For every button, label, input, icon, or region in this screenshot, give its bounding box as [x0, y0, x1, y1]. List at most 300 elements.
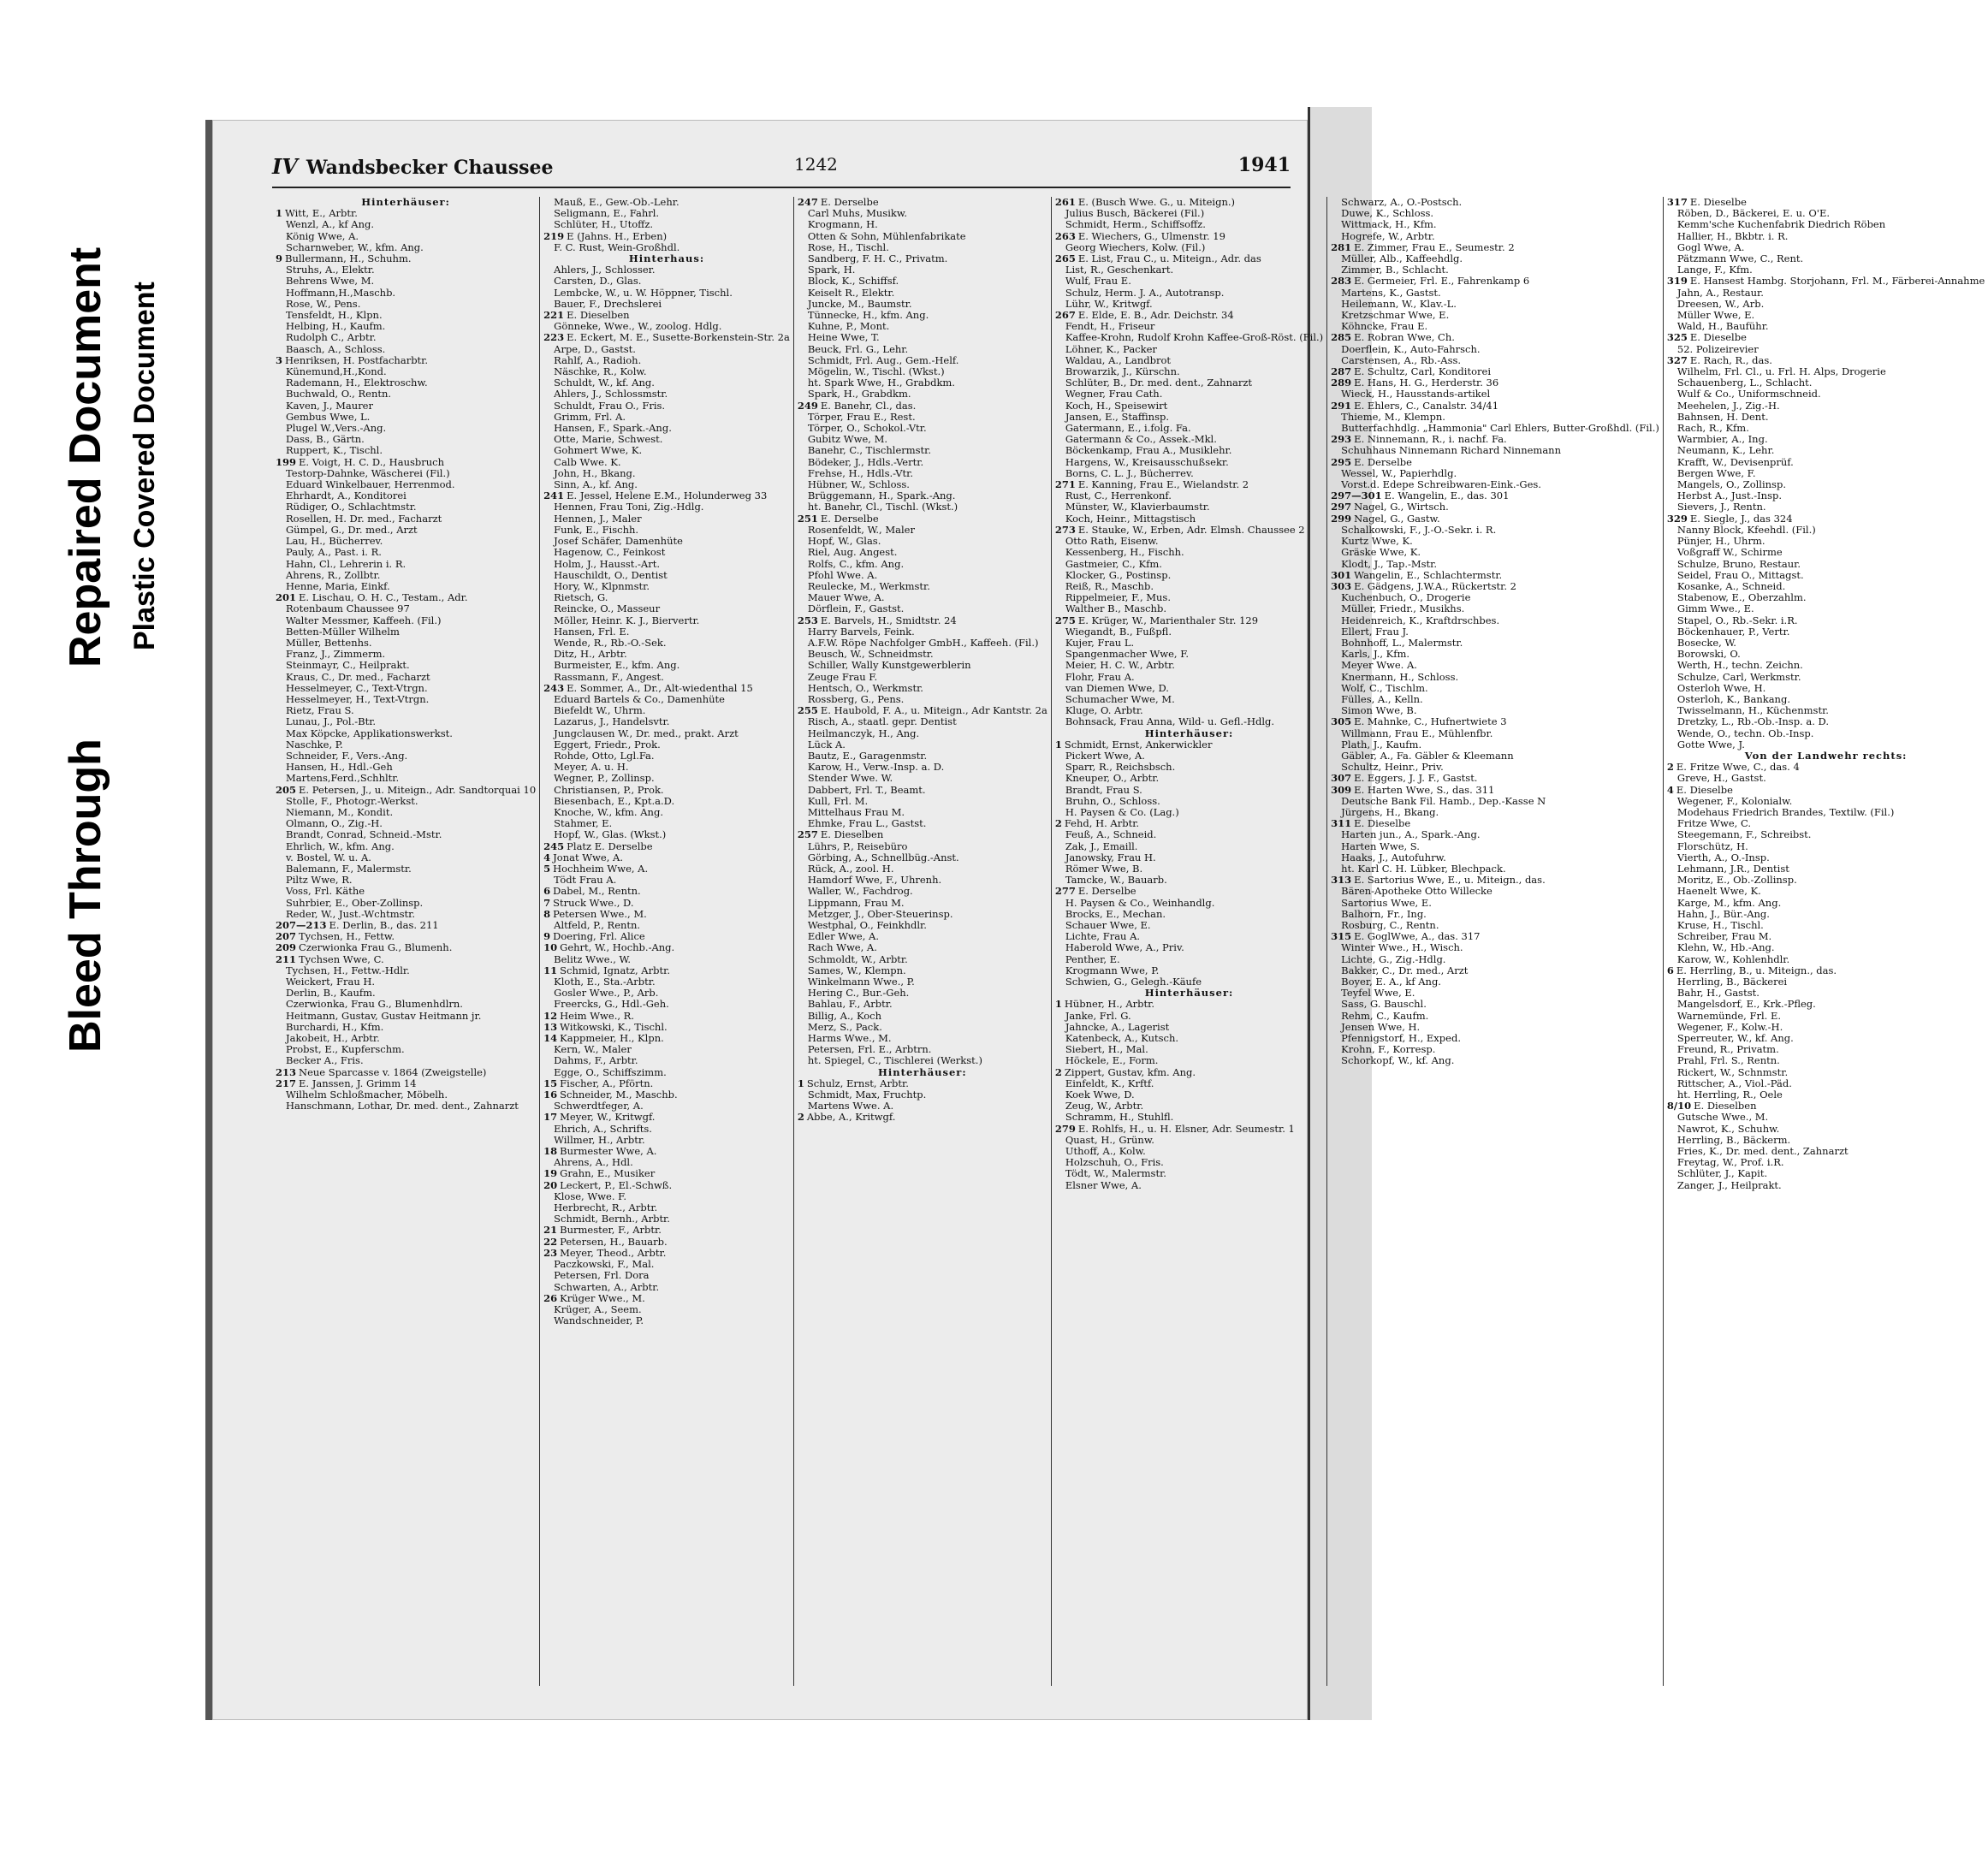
entry-text: Borowski, O.	[1676, 648, 1741, 661]
entry-text: E. Kanning, Frau E., Wielandstr. 2	[1077, 478, 1249, 491]
entry-text: Scharnweber, W., kfm. Ang.	[286, 240, 424, 253]
entry-text: Fritze Wwe, C.	[1676, 817, 1752, 830]
entry-text: Zeuge Frau F.	[807, 670, 878, 683]
entry-text: Kull, Frl. M.	[807, 794, 869, 807]
entry-text: E. Wangelin, E., das. 301	[1384, 489, 1510, 502]
entry-text: Wenzl, A., kf Ang.	[286, 218, 375, 231]
entry-text: E. Sartorius Wwe, E., u. Miteign., das.	[1354, 874, 1546, 887]
entry-text: Egge, O., Schiffszimm.	[554, 1065, 667, 1078]
entry-text: Struhs, A., Elektr.	[286, 264, 375, 276]
entry-text: Martens, K., Gastst.	[1341, 286, 1441, 299]
entry-text: Elsner Wwe, A.	[1065, 1178, 1142, 1191]
entry-text: Wegener, F., Kolw.-H.	[1676, 1020, 1783, 1033]
entry-text: Tamcke, W., Bauarb.	[1065, 874, 1167, 887]
column-2	[539, 197, 793, 1686]
entry-text: Bahr, H., Gastst.	[1676, 987, 1760, 1000]
house-number: 6	[1666, 964, 1674, 976]
entry-text: Hinterhäuser:	[361, 196, 450, 208]
entry-text: Kuchenbuch, O., Drogerie	[1341, 591, 1471, 604]
entry-text: H. Paysen & Co. (Lag.)	[1065, 805, 1179, 818]
entry-text: Twisselmann, H., Küchenmstr.	[1676, 704, 1829, 717]
entry-text: Katenbeck, A., Kutsch.	[1065, 1032, 1179, 1045]
entry-text: Haberold Wwe, A., Priv.	[1065, 941, 1184, 954]
entry-text: Wittmack, H., Kfm.	[1341, 218, 1437, 231]
entry-text: Testorp-Dahnke, Wäscherei (Fil.)	[286, 466, 450, 479]
entry-text: Dörflein, F., Gastst.	[807, 602, 905, 615]
entry-text: Heilmanczyk, H., Ang.	[807, 727, 920, 739]
entry-text: Hoffmann,H.,Maschb.	[286, 286, 396, 299]
entry-text: Knermann, H., Schloss.	[1341, 670, 1459, 683]
entry-text: Jensen Wwe, H.	[1341, 1020, 1421, 1033]
entry-text: Gutsche Wwe., M.	[1676, 1111, 1769, 1124]
entry-text: Lippmann, Frau M.	[807, 896, 905, 909]
entry-text: Risch, A., staatl. gepr. Dentist	[807, 715, 957, 728]
house-number: 2	[1054, 817, 1062, 830]
entry-text: Niemann, M., Kondit.	[286, 805, 394, 818]
entry-text: Schlüter, J., Kapit.	[1676, 1167, 1768, 1180]
house-number: 223	[543, 331, 565, 344]
entry-text: Seligmann, E., Fahrl.	[554, 207, 660, 220]
house-number: 2	[1666, 761, 1674, 774]
entry-text: Mangels, O., Zollinsp.	[1676, 478, 1786, 491]
entry-text: Zak, J., Emaill.	[1065, 840, 1138, 852]
house-number: 255	[797, 704, 818, 717]
entry-text: Boyer, E. A., kf Ang.	[1341, 976, 1441, 988]
entry-text: Schramm, H., Stuhlfl.	[1065, 1111, 1174, 1124]
entry-text: E. Hans, H. G., Herderstr. 36	[1354, 377, 1499, 389]
entry-text: Gembus Wwe, L.	[286, 410, 371, 423]
entry-text: E. Banehr, Cl., das.	[820, 399, 917, 412]
entry-text: Belitz Wwe., W.	[554, 952, 631, 965]
entry-text: Voss, Frl. Käthe	[286, 885, 365, 898]
entry-text: Osterloh, K., Bankang.	[1676, 692, 1790, 705]
entry-text: E. Dieselben	[1694, 1100, 1757, 1112]
house-number: 1	[797, 1077, 804, 1089]
entry-text: Deutsche Bank Fil. Hamb., Dep.-Kasse N	[1341, 794, 1546, 807]
entry-text: E. Janssen, J. Grimm 14	[299, 1077, 417, 1089]
directory-entry	[276, 1101, 536, 1112]
entry-text: Krohn, F., Korresp.	[1341, 1043, 1436, 1056]
entry-text: Müller, Alb., Kaffeehdlg.	[1341, 252, 1463, 265]
entry-text: Römer Wwe, B.	[1065, 862, 1143, 875]
entry-text: Wieck, H., Hausstands-artikel	[1341, 388, 1491, 400]
entry-text: Tychsen Wwe, C.	[299, 952, 384, 965]
house-number: 1	[1054, 998, 1062, 1011]
entry-text: Czerwionka, Frau G., Blumenhdlrn.	[286, 998, 463, 1011]
entry-text: Gehrt, W., Hochb.-Ang.	[560, 941, 675, 954]
entry-text: Helbing, H., Kaufm.	[286, 320, 386, 333]
entry-text: Walther B., Maschb.	[1065, 602, 1166, 615]
house-number: 329	[1666, 512, 1688, 525]
entry-text: ht. Herrling, R., Oele	[1676, 1089, 1783, 1101]
entry-text: Rach Wwe, A.	[807, 941, 877, 954]
entry-text: Eduard Winkelbauer, Herrenmod.	[286, 478, 455, 491]
scan-margin-top	[0, 0, 1369, 34]
entry-text: Schalkowski, F., J.-O.-Sekr. i. R.	[1341, 523, 1497, 536]
entry-text: Wegener, F., Kolonialw.	[1676, 794, 1793, 807]
entry-text: Josef Schäfer, Damenhüte	[554, 535, 683, 548]
entry-text: Koch, Heinr., Mittagstisch	[1065, 512, 1196, 525]
entry-text: Meyer Wwe. A.	[1341, 659, 1417, 672]
entry-text: Petersen, Frl. E., Arbtrn.	[807, 1043, 932, 1056]
entry-text: E. Gädgens, J.W.A., Rückertstr. 2	[1354, 579, 1516, 592]
entry-text: E. List, Frau C., u. Miteign., Adr. das	[1077, 252, 1261, 265]
entry-text: Ehmke, Frau L., Gastst.	[807, 817, 927, 830]
scan-margin-bottom	[0, 1720, 1369, 1863]
entry-text: Gohmert Wwe, K.	[554, 444, 643, 457]
entry-text: Harry Barvels, Feink.	[807, 625, 915, 638]
entry-text: Schauenberg, L., Schlacht.	[1676, 377, 1813, 389]
entry-text: Wiegandt, B., Fußpfl.	[1065, 625, 1172, 638]
house-number: 13	[543, 1020, 558, 1033]
entry-text: Schuhhaus Ninnemann Richard Ninnemann	[1341, 444, 1561, 457]
page-header	[272, 154, 1291, 188]
entry-text: Kraus, C., Dr. med., Facharzt	[286, 670, 430, 683]
entry-text: Neue Sparcasse v. 1864 (Zweigstelle)	[299, 1065, 487, 1078]
house-number: 209	[276, 941, 297, 954]
entry-text: Freercks, G., Hdl.-Geh.	[554, 998, 669, 1011]
entry-text: Haaks, J., Autofuhrw.	[1341, 851, 1446, 863]
entry-text: Osterloh Wwe, H.	[1676, 681, 1766, 694]
entry-text: Modehaus Friedrich Brandes, Textilw. (Fil.)	[1676, 805, 1895, 818]
entry-text: Bosecke, W.	[1676, 636, 1736, 649]
entry-text: Schmoldt, W., Arbtr.	[807, 952, 908, 965]
entry-text: Naschke, P.	[286, 738, 343, 751]
entry-text: Gatermann, E., i.folg. Fa.	[1065, 422, 1191, 435]
entry-text: Borns, C. L. J., Bücherrev.	[1065, 466, 1194, 479]
entry-text: Lazarus, J., Handelsvtr.	[554, 715, 670, 728]
entry-text: E. Derselbe	[1354, 455, 1412, 468]
entry-text: Bullermann, H., Schuhm.	[285, 252, 412, 265]
entry-text: Hochheim Wwe, A.	[553, 862, 649, 875]
entry-text: Herrling, B., Bäckerm.	[1676, 1133, 1791, 1146]
entry-text: E. Derlin, B., das. 211	[329, 919, 439, 931]
entry-text: Derlin, B., Kaufm.	[286, 987, 376, 1000]
entry-text: Näschke, R., Kolw.	[554, 365, 647, 378]
column-6	[1663, 197, 1988, 1686]
house-number: 291	[1331, 399, 1352, 412]
entry-text: Sass, G. Bauschl.	[1341, 998, 1427, 1011]
entry-text: Schreiber, Frau M.	[1676, 930, 1772, 943]
entry-text: Stahmer, E.	[554, 817, 613, 830]
entry-text: ht. Karl C. H. Lübker, Blechpack.	[1341, 862, 1506, 875]
entry-text: Tensfeldt, H., Klpn.	[286, 309, 383, 322]
entry-text: Lunau, J., Pol.-Btr.	[286, 715, 377, 728]
entry-text: E. Siegle, J., das 324	[1689, 512, 1793, 525]
entry-text: Holm, J., Hausst.-Art.	[554, 557, 661, 570]
entry-text: E. Barvels, H., Smidtstr. 24	[820, 614, 957, 626]
entry-text: E. Dieselben	[567, 309, 630, 322]
entry-text: Warnemünde, Frl. E.	[1676, 1009, 1781, 1022]
entry-text: Probst, E., Kupferschm.	[286, 1043, 405, 1056]
entry-text: Kaven, J., Maurer	[286, 399, 373, 412]
entry-text: Reder, W., Just.-Wchtmstr.	[286, 907, 416, 920]
entry-text: Kaffee-Krohn, Rudolf Krohn Kaffee-Groß-Röst. (Fil.)	[1065, 331, 1324, 344]
entry-text: E. Krüger, W., Marienthaler Str. 129	[1077, 614, 1259, 626]
entry-text: Gümpel, G., Dr. med., Arzt	[286, 523, 418, 536]
entry-text: Schwerdtfeger, A.	[554, 1100, 644, 1112]
entry-text: Wulf, Frau E.	[1065, 275, 1131, 288]
entry-text: Edler Wwe, A.	[807, 930, 879, 943]
entry-text: Sartorius Wwe, E.	[1341, 896, 1432, 909]
entry-text: Rück, A., zool. H.	[807, 862, 894, 875]
entry-text: Schmid, Ignatz, Arbtr.	[560, 964, 670, 976]
entry-text: Christiansen, P., Prok.	[554, 783, 664, 796]
entry-text: Zeug, W., Arbtr.	[1065, 1100, 1144, 1112]
entry-text: Gäbler, A., Fa. Gäbler & Kleemann	[1341, 749, 1514, 762]
house-number: 4	[1666, 783, 1674, 796]
entry-text: Walter Messmer, Kaffeeh. (Fil.)	[286, 614, 442, 626]
entry-text: Hinterhäuser:	[1144, 727, 1234, 739]
entry-text: Ehrlich, W., kfm. Ang.	[286, 840, 395, 852]
entry-text: Werth, H., techn. Zeichn.	[1676, 659, 1803, 672]
entry-text: Juncke, M., Baumstr.	[807, 297, 912, 310]
entry-text: Tödt, W., Malermstr.	[1065, 1167, 1166, 1180]
entry-text: Böckenkamp, Frau A., Musiklehr.	[1065, 444, 1232, 457]
header-street	[272, 154, 553, 179]
entry-text: Schuldt, W., kf. Ang.	[554, 377, 655, 389]
entry-text: A.F.W. Röpe Nachfolger GmbH., Kaffeeh. (Fil.)	[807, 636, 1039, 649]
entry-text: Doerflein, K., Auto-Fahrsch.	[1341, 342, 1481, 355]
entry-text: Petersen, Frl. Dora	[554, 1269, 650, 1282]
house-number: 5	[543, 862, 551, 875]
entry-text: Harten Wwe, S.	[1341, 840, 1420, 852]
entry-text: Ehrhardt, A., Konditorei	[286, 489, 407, 502]
house-number: 287	[1331, 365, 1352, 378]
entry-text: Tychsen, H., Fettw.-Hdlr.	[286, 964, 410, 976]
entry-text: Einfeldt, K., Krftf.	[1065, 1077, 1154, 1089]
entry-text: Prahl, Frl. S., Rentn.	[1676, 1054, 1780, 1067]
entry-text: Max Köpcke, Applikationswerkst.	[286, 727, 453, 739]
entry-text: Böckenhauer, P., Vertr.	[1676, 625, 1790, 638]
entry-text: Hübner, H., Arbtr.	[1064, 998, 1155, 1011]
entry-text: Wangelin, E., Schlachtermstr.	[1354, 568, 1503, 581]
entry-text: Janowsky, Frau H.	[1065, 851, 1156, 863]
entry-text: Witt, E., Arbtr.	[285, 207, 358, 220]
entry-text: Mögelin, W., Tischl. (Wkst.)	[807, 365, 945, 378]
entry-text: Ahlers, J., Schlossmstr.	[554, 388, 668, 400]
house-number: 7	[543, 896, 551, 909]
entry-text: Törper, O., Schokol.-Vtr.	[807, 422, 927, 435]
entry-text: Bahlau, F., Arbtr.	[807, 998, 893, 1011]
entry-text: E. Elde, E. B., Adr. Deichstr. 34	[1077, 309, 1234, 322]
entry-text: Heine Wwe, T.	[807, 331, 880, 344]
entry-text: Pfennigstorf, H., Exped.	[1341, 1032, 1461, 1045]
entry-text: Rickert, W., Schnmstr.	[1676, 1065, 1789, 1078]
entry-text: Ahrens, R., Zollbtr.	[286, 568, 381, 581]
entry-text: Butterfachhdlg. „Hammonia" Carl Ehlers, Butter-Großhdl. (Fil.)	[1341, 422, 1659, 435]
entry-text: Hahn, J., Bür.-Ang.	[1676, 907, 1770, 920]
entry-text: ht. Spiegel, C., Tischlerei (Werkst.)	[807, 1054, 982, 1067]
house-number: 3	[276, 353, 283, 366]
entry-text: Mangelsdorf, E., Krk.-Pfleg.	[1676, 998, 1816, 1011]
entry-text: Löhner, K., Packer	[1065, 342, 1157, 355]
entry-text: Pätzmann Wwe, C., Rent.	[1676, 252, 1804, 265]
entry-text: Gönneke, Wwe., W., zoolog. Hdlg.	[554, 320, 722, 333]
entry-text: Klodt, J., Tap.-Mstr.	[1341, 557, 1438, 570]
entry-text: Kneuper, O., Arbtr.	[1065, 772, 1160, 785]
entry-text: Bautz, E., Garagenmstr.	[807, 749, 928, 762]
entry-text: Rose, H., Tischl.	[807, 240, 889, 253]
entry-text: Holzschuh, O., Fris.	[1065, 1156, 1164, 1169]
house-number: 251	[797, 512, 818, 525]
entry-text: E. Haubold, F. A., u. Miteign., Adr Kantstr. 2a	[820, 704, 1047, 717]
entry-text: Leckert, P., El.-Schwß.	[560, 1178, 673, 1191]
entry-text: ht. Spark Wwe, H., Grabdkm.	[807, 377, 955, 389]
entry-text: Waller, W., Fachdrog.	[807, 885, 913, 898]
entry-text: Sievers, J., Rentn.	[1676, 501, 1766, 513]
entry-text: Dahms, F., Arbtr.	[554, 1054, 638, 1067]
entry-text: Duwe, K., Schloss.	[1341, 207, 1434, 220]
entry-text: E. GoglWwe, A., das. 317	[1354, 930, 1481, 943]
entry-text: John, H., Bkang.	[554, 466, 636, 479]
house-number: 19	[543, 1167, 558, 1180]
house-number: 1	[1054, 738, 1062, 751]
entry-text: Klocker, G., Postinsp.	[1065, 568, 1172, 581]
entry-text: Hennen, J., Maler	[554, 512, 642, 525]
entry-text: Teyfel Wwe, E.	[1341, 987, 1415, 1000]
entry-text: Czerwionka Frau G., Blumenh.	[299, 941, 453, 954]
entry-text: Schwien, G., Gelegh.-Käufe	[1065, 976, 1202, 988]
entry-text: Ahrens, A., Hdl.	[554, 1156, 633, 1169]
house-number: 211	[276, 952, 297, 965]
house-number: 297	[1331, 501, 1352, 513]
entry-text: E. Stauke, W., Erben, Adr. Elmsh. Chaussee 2	[1077, 523, 1305, 536]
entry-text: Otten & Sohn, Mühlenfabrikate	[807, 229, 966, 242]
entry-text: Rietz, Frau S.	[286, 704, 354, 717]
entry-text: Behrens Wwe, M.	[286, 275, 375, 288]
entry-text: Hering C., Bur.-Geh.	[807, 987, 910, 1000]
entry-text: Rose, W., Pens.	[286, 297, 361, 310]
house-number: 275	[1054, 614, 1076, 626]
entry-text: Wende, O., techn. Ob.-Insp.	[1676, 727, 1814, 739]
entry-text: Schumacher Wwe, M.	[1065, 692, 1175, 705]
entry-text: Dabbert, Frl. T., Beamt.	[807, 783, 926, 796]
entry-text: Wandschneider, P.	[554, 1314, 644, 1327]
entry-text: Vorst.d. Edepe Schreibwaren-Eink.-Ges.	[1341, 478, 1541, 491]
entry-text: Wegner, P., Zollinsp.	[554, 772, 655, 785]
entry-text: Nagel, G., Gastw.	[1354, 512, 1440, 525]
entry-text: Rassmann, F., Angest.	[554, 670, 664, 683]
entry-text: Fülles, A., Kelln.	[1341, 692, 1423, 705]
entry-text: Janke, Frl. G.	[1065, 1009, 1131, 1022]
entry-text: Hennen, Frau Toni, Zig.-Hdlg.	[554, 501, 704, 513]
house-number: 305	[1331, 715, 1352, 728]
entry-text: Gimm Wwe., E.	[1676, 602, 1754, 615]
entry-text: Beuck, Frl. G., Lehr.	[807, 342, 909, 355]
entry-text: Simon Wwe, B.	[1341, 704, 1417, 717]
header-rule	[272, 187, 1291, 188]
entry-text: E. Zimmer, Frau E., Seumestr. 2	[1354, 240, 1515, 253]
entry-text: Mittelhaus Frau M.	[807, 805, 905, 818]
entry-text: Sperreuter, W., kf. Ang.	[1676, 1032, 1794, 1045]
house-number: 311	[1331, 817, 1352, 830]
entry-text: Sinn, A., kf. Ang.	[554, 478, 638, 491]
entry-text: Winkelmann Wwe., P.	[807, 976, 915, 988]
entry-text: Ruppert, K., Tischl.	[286, 444, 383, 457]
entry-text: Zippert, Gustav, kfm. Ang.	[1064, 1065, 1196, 1078]
house-number: 6	[543, 885, 551, 898]
entry-text: Steinmayr, C., Heilprakt.	[286, 659, 410, 672]
entry-text: Beusch, W., Schneidmstr.	[807, 648, 934, 661]
entry-text: Witkowski, K., Tischl.	[560, 1020, 668, 1033]
entry-text: Plugel W.,Vers.-Ang.	[286, 422, 387, 435]
directory-entry	[543, 1315, 790, 1326]
house-number: 219	[543, 229, 565, 242]
entry-text: Struck Wwe., D.	[553, 896, 634, 909]
entry-text: Meier, H. C. W., Arbtr.	[1065, 659, 1175, 672]
entry-text: Gogl Wwe, A.	[1676, 240, 1745, 253]
entry-text: E. Derselbe	[820, 512, 879, 525]
house-number: 9	[276, 252, 283, 265]
entry-text: E. Fritze Wwe, C., das. 4	[1676, 761, 1800, 774]
entry-text: Dretzky, L., Rb.-Ob.-Insp. a. D.	[1676, 715, 1829, 728]
plastic-covered-label: Plastic Covered Document	[128, 282, 161, 650]
street-name: Wandsbecker Chaussee	[306, 157, 554, 179]
entry-text: Hübner, W., Schloss.	[807, 478, 910, 491]
house-number: 271	[1054, 478, 1076, 491]
entry-text: Betten-Müller Wilhelm	[286, 625, 400, 638]
entry-text: Schmidt, Herm., Schiffsoffz.	[1065, 218, 1206, 231]
entry-text: E. Schultz, Carl, Konditorei	[1354, 365, 1491, 378]
entry-text: Kurtz Wwe, K.	[1341, 535, 1413, 548]
entry-text: Görbing, A., Schnellbüg.-Anst.	[807, 851, 959, 863]
house-number: 285	[1331, 331, 1352, 344]
entry-text: Westphal, O., Feinkhdlr.	[807, 919, 927, 931]
house-number: 309	[1331, 783, 1352, 796]
house-number: 26	[543, 1291, 558, 1304]
house-number: 301	[1331, 568, 1352, 581]
entry-text: E. Lischau, O. H. C., Testam., Adr.	[299, 591, 468, 604]
entry-text: Feuß, A., Schneid.	[1065, 828, 1157, 841]
entry-text: Flohr, Frau A.	[1065, 670, 1135, 683]
entry-text: Dass, B., Gärtn.	[286, 433, 365, 446]
house-number: 22	[543, 1235, 558, 1248]
entry-text: Koek Wwe, D.	[1065, 1089, 1135, 1101]
entry-text: Haenelt Wwe, K.	[1676, 885, 1761, 898]
entry-text: Reincke, O., Masseur	[554, 602, 661, 615]
entry-text: Altfeld, P., Rentn.	[554, 919, 641, 931]
entry-text: Wessel, W., Papierhdlg.	[1341, 466, 1457, 479]
house-number: 279	[1054, 1122, 1076, 1135]
entry-text: Harten jun., A., Spark.-Ang.	[1341, 828, 1481, 841]
entry-text: Carsten, D., Glas.	[554, 275, 642, 288]
entry-text: Jakobeit, H., Arbtr.	[286, 1032, 380, 1045]
entry-text: Dreesen, W., Arb.	[1676, 297, 1765, 310]
entry-text: Wilhelm, Frl. Cl., u. Frl. H. Alps, Drogerie	[1676, 365, 1886, 378]
entry-text: Lehmann, J.R., Dentist	[1676, 862, 1789, 875]
entry-text: Tünnecke, H., kfm. Ang.	[807, 309, 929, 322]
entry-text: Kujer, Frau L.	[1065, 636, 1135, 649]
house-number: 16	[543, 1089, 558, 1101]
entry-text: Wolf, C., Tischlm.	[1341, 681, 1428, 694]
entry-text: Sandberg, F. H. C., Privatm.	[807, 252, 948, 265]
entry-text: Karls, J., Kfm.	[1341, 648, 1410, 661]
entry-text: Hinterhaus:	[628, 252, 705, 265]
house-number: 299	[1331, 512, 1352, 525]
entry-text: Calb Wwe. K.	[554, 455, 621, 468]
entry-text: Pünjer, H., Uhrm.	[1676, 535, 1765, 548]
entry-text: Florschütz, H.	[1676, 840, 1748, 852]
house-number: 289	[1331, 377, 1352, 389]
entry-text: Hahn, Cl., Lehrerin i. R.	[286, 557, 407, 570]
house-number: 325	[1666, 331, 1688, 344]
entry-text: Petersen Wwe., M.	[553, 907, 647, 920]
entry-text: Krogmann, H.	[807, 218, 878, 231]
house-number: 17	[543, 1111, 558, 1124]
house-number: 303	[1331, 579, 1352, 592]
house-number: 247	[797, 196, 818, 208]
